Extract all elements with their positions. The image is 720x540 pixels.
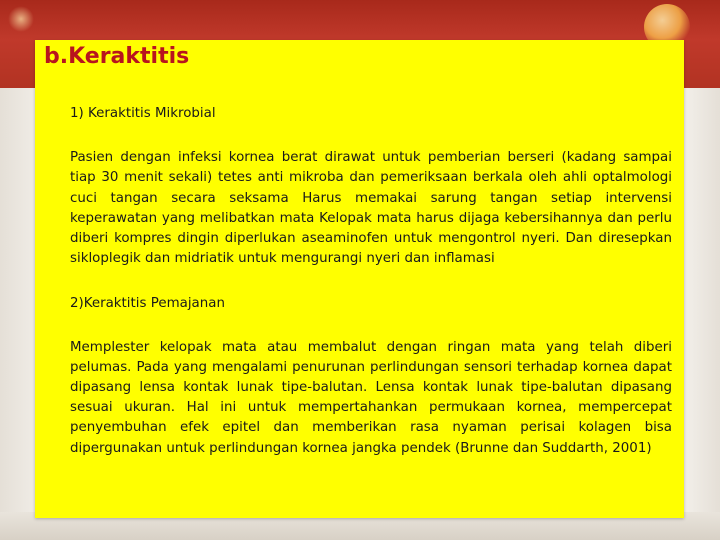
section-paragraph-keraktitis-pemajanan: Memplester kelopak mata atau membalut dengan ringan mata yang telah diberi pelumas. Pada yang mengalami penurunan perlindungan sensori terhadap kornea dapat dipasang lensa kontak lunak tipe-balutan. Lensa kontak lunak tipe-balutan dipasang sesuai ukuran. Hal ini untuk mempertahankan permukaan kornea, mempercepat penyembuhan efek epitel dan memberikan rasa nyaman perisai kolagen bisa dipergunakan untuk perlindungan kornea jangka pendek (Brunne dan Suddarth, 2001) — [70, 339, 672, 456]
section-heading-keraktitis-pemajanan: 2)Keraktitis Pemajanan — [70, 296, 225, 312]
section-heading-keraktitis-mikrobial: 1) Keraktitis Mikrobial — [70, 106, 216, 121]
section-paragraph-keraktitis-mikrobial: Pasien dengan infeksi kornea berat dirawat untuk pemberian berseri (kadang sampai tiap 30 menit sekali) tetes anti mikroba dan pemeriksaan berkala oleh ahli optalmologi cuci tangan secara seksama Harus memakai sarung tangan setiap intervensi keperawatan yang melibatkan mata Kelopak mata harus dijaga kebersihannya dan perlu diberi kompres dingin diperlukan aseaminofen untuk mengontrol nyeri. Dan diresepkan sikloplegik dan midriatik untuk mengurangi nyeri dan inflamasi — [70, 150, 672, 267]
slide-body — [70, 104, 672, 459]
background-skeleton-art — [680, 88, 720, 518]
decorative-glow — [8, 6, 34, 32]
slide-title: b.Keraktitis — [44, 44, 190, 69]
slide-content-card — [35, 40, 684, 518]
